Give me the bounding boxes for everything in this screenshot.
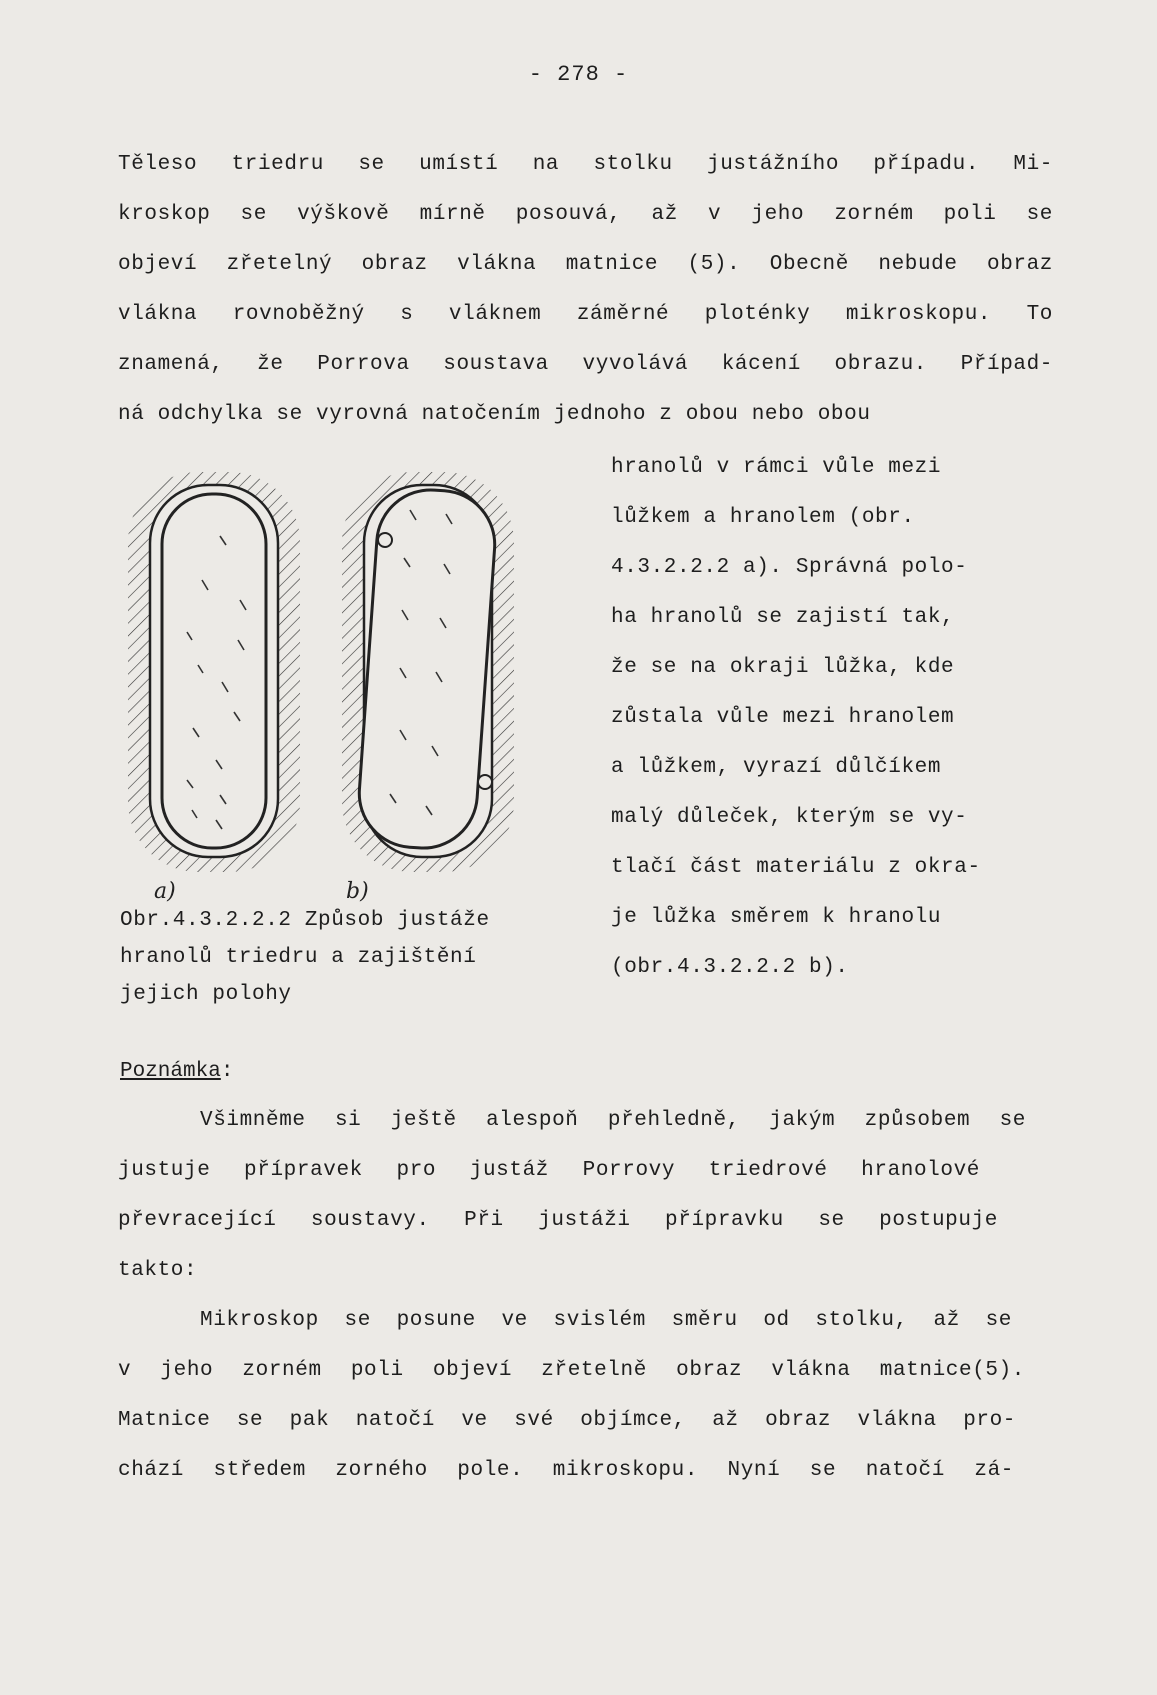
paragraph-line: hranolů v rámci vůle mezi [611,456,942,479]
figure-caption-line: Obr.4.3.2.2.2 Způsob justáže [120,909,490,932]
punch-mark-top [378,533,392,547]
paragraph-line: zůstala vůle mezi hranolem [611,706,955,729]
prism-a [162,494,266,848]
paragraph-line: vlákna rovnoběžný s vláknem záměrné ploténky mikroskopu. To [118,303,1053,326]
figure-label-a: a) [154,879,176,904]
note-line: převracející soustavy. Při justáži přípravku se postupuje [118,1209,998,1232]
note-line: chází středem zorného pole. mikroskopu. Nyní se natočí zá- [118,1459,1014,1482]
paragraph-line: Těleso triedru se umístí na stolku justážního případu. Mi- [118,153,1053,176]
figure-caption-line: hranolů triedru a zajištění [120,946,477,969]
note-line: Všimněme si ještě alespoň přehledně, jakým způsobem se [200,1109,1026,1132]
paragraph-line: (obr.4.3.2.2.2 b). [611,956,849,979]
note-heading-text: Poznámka [120,1060,221,1083]
paragraph-line: tlačí část materiálu z okra- [611,856,981,879]
note-line: justuje přípravek pro justáž Porrovy triedrové hranolové [118,1159,980,1182]
paragraph-line: že se na okraji lůžka, kde [611,656,955,679]
figure-caption-line: jejich polohy [120,983,292,1006]
paragraph-line: kroskop se výškově mírně posouvá, až v jeho zorném poli se [118,203,1053,226]
prism-adjustment-figure [110,450,610,910]
note-heading [120,1060,233,1083]
paragraph-line: je lůžka směrem k hranolu [611,906,942,929]
paragraph-line: ha hranolů se zajistí tak, [611,606,955,629]
note-heading-colon: : [220,1060,234,1083]
paragraph-line: lůžkem a hranolem (obr. [611,506,915,529]
note-line: Matnice se pak natočí ve své objímce, až obraz vlákna pro- [118,1409,1016,1432]
page-number: - 278 - [528,62,629,87]
paragraph-line: a lůžkem, vyrazí důlčíkem [611,756,942,779]
note-line: v jeho zorném poli objeví zřetelně obraz vlákna matnice(5). [118,1359,1025,1382]
prism-b [356,486,499,851]
paragraph-line: objeví zřetelný obraz vlákna matnice (5). Obecně nebude obraz [118,253,1053,276]
note-line: Mikroskop se posune ve svislém směru od stolku, až se [200,1309,1012,1332]
paragraph-line: ná odchylka se vyrovná natočením jednoho z obou nebo obou [118,403,871,426]
note-line: takto: [118,1259,198,1282]
paragraph-line: znamená, že Porrova soustava vyvolává kácení obrazu. Případ- [118,353,1053,376]
punch-mark-bottom [478,775,492,789]
paragraph-line: malý důleček, kterým se vy- [611,806,968,829]
paragraph-line: 4.3.2.2.2 a). Správná polo- [611,556,968,579]
figure-label-b: b) [346,879,369,904]
